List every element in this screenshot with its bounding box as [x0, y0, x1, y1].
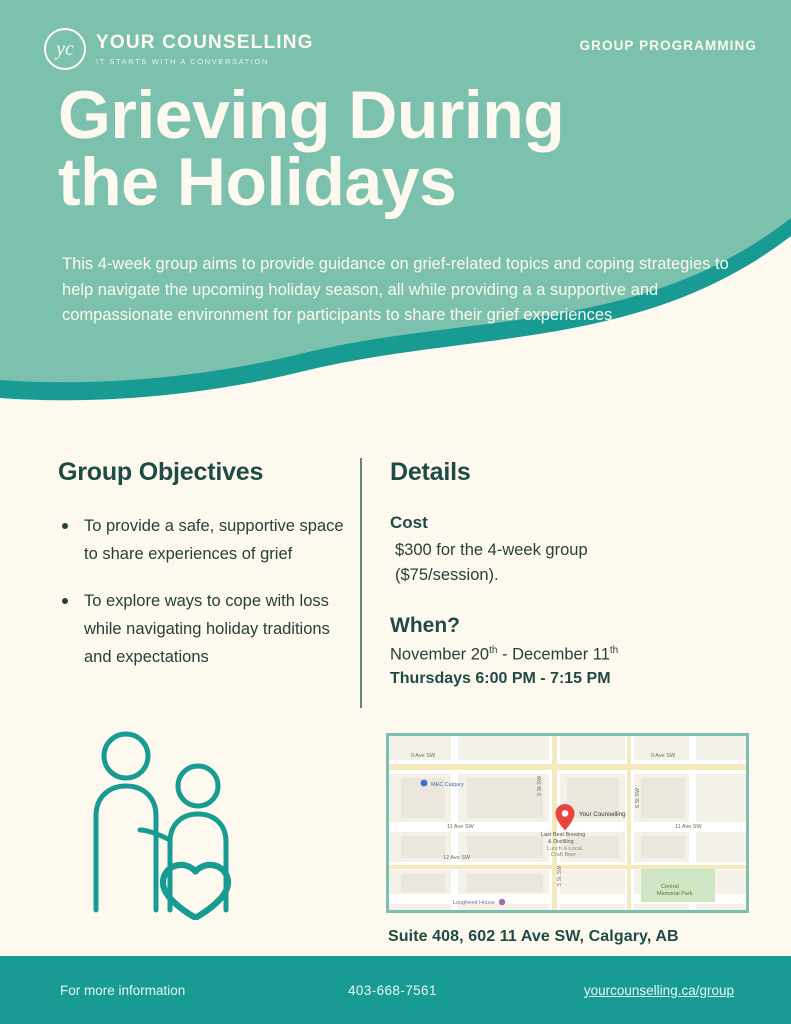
objectives-section [58, 458, 358, 692]
svg-text:& Distilling: & Distilling [548, 839, 574, 845]
svg-text:5 St SW: 5 St SW [557, 865, 563, 886]
cost-line-2: ($75/session). [395, 565, 499, 584]
when-time: Thursdays 6:00 PM - 7:15 PM [390, 670, 611, 687]
svg-text:12 Ave SW: 12 Ave SW [443, 855, 471, 861]
when-date [390, 645, 760, 665]
footer-website-link[interactable]: yourcounselling.ca/group [583, 982, 734, 998]
svg-text:Last Best Brewing: Last Best Brewing [541, 832, 586, 838]
location-map[interactable] [386, 733, 749, 913]
svg-text:11 Ave SW: 11 Ave SW [675, 824, 702, 830]
logo-monogram-icon: yc [44, 28, 86, 70]
when-date-end: December 11 [512, 645, 610, 663]
objectives-list [58, 513, 358, 672]
people-heart-illustration-icon [78, 730, 308, 925]
when-label: When? [390, 613, 460, 637]
objectives-title: Group Objectives [58, 458, 264, 486]
details-title: Details [390, 458, 471, 486]
svg-text:Lunch & Local: Lunch & Local [547, 846, 582, 852]
footer-info-label: For more information [60, 982, 186, 998]
footer-phone[interactable]: 403-668-7561 [348, 982, 437, 998]
footer-bar [0, 956, 791, 1024]
when-date-separator: - [497, 645, 513, 663]
page-title-line2: the Holidays [58, 144, 457, 221]
list-item: To provide a safe, supportive space to share experiences of grief [58, 513, 358, 568]
when-date-start-sup: th [489, 644, 498, 656]
when-date-start: November 20 [390, 645, 490, 663]
brand-name: YOUR COUNSELLING [96, 32, 314, 53]
svg-text:MEC Calgary: MEC Calgary [431, 782, 464, 788]
svg-text:5 St SW: 5 St SW [537, 775, 543, 796]
details-section [390, 458, 760, 688]
svg-text:Craft Beer: Craft Beer [551, 852, 577, 858]
subhead-text: This 4-week group aims to provide guidance on grief-related topics and coping strategies to help navigate the upcoming holiday season, all while providing a a supportive and compassionate environment for participants to share their grief experiences [62, 255, 729, 325]
page-title [58, 77, 738, 221]
hero-banner [0, 0, 791, 420]
address-text: Suite 408, 602 11 Ave SW, Calgary, AB [388, 928, 679, 945]
column-divider [360, 458, 362, 708]
svg-text:Lougheed House: Lougheed House [453, 900, 495, 906]
svg-text:Your Counselling: Your Counselling [579, 811, 626, 818]
cost-line-1: $300 for the 4-week group [395, 541, 588, 559]
svg-text:6 St SW: 6 St SW [635, 787, 641, 808]
cost-value [390, 538, 760, 588]
when-date-end-sup: th [609, 644, 619, 656]
eyebrow-label: GROUP PROGRAMMING [579, 38, 757, 53]
logo [44, 28, 314, 70]
svg-text:9 Ave SW: 9 Ave SW [651, 753, 676, 759]
list-item: To explore ways to cope with loss while navigating holiday traditions and expectations [58, 588, 358, 671]
logo-text [96, 32, 314, 66]
page-title-line1: Grieving During [58, 77, 565, 153]
svg-text:Memorial Park: Memorial Park [657, 891, 693, 897]
brand-tagline: IT STARTS WITH A CONVERSATION [96, 57, 269, 66]
svg-text:11 Ave SW: 11 Ave SW [447, 824, 474, 830]
map-graphic [389, 736, 746, 910]
svg-text:Central: Central [661, 884, 679, 890]
cost-label: Cost [390, 513, 428, 532]
svg-text:9 Ave SW: 9 Ave SW [411, 753, 436, 759]
